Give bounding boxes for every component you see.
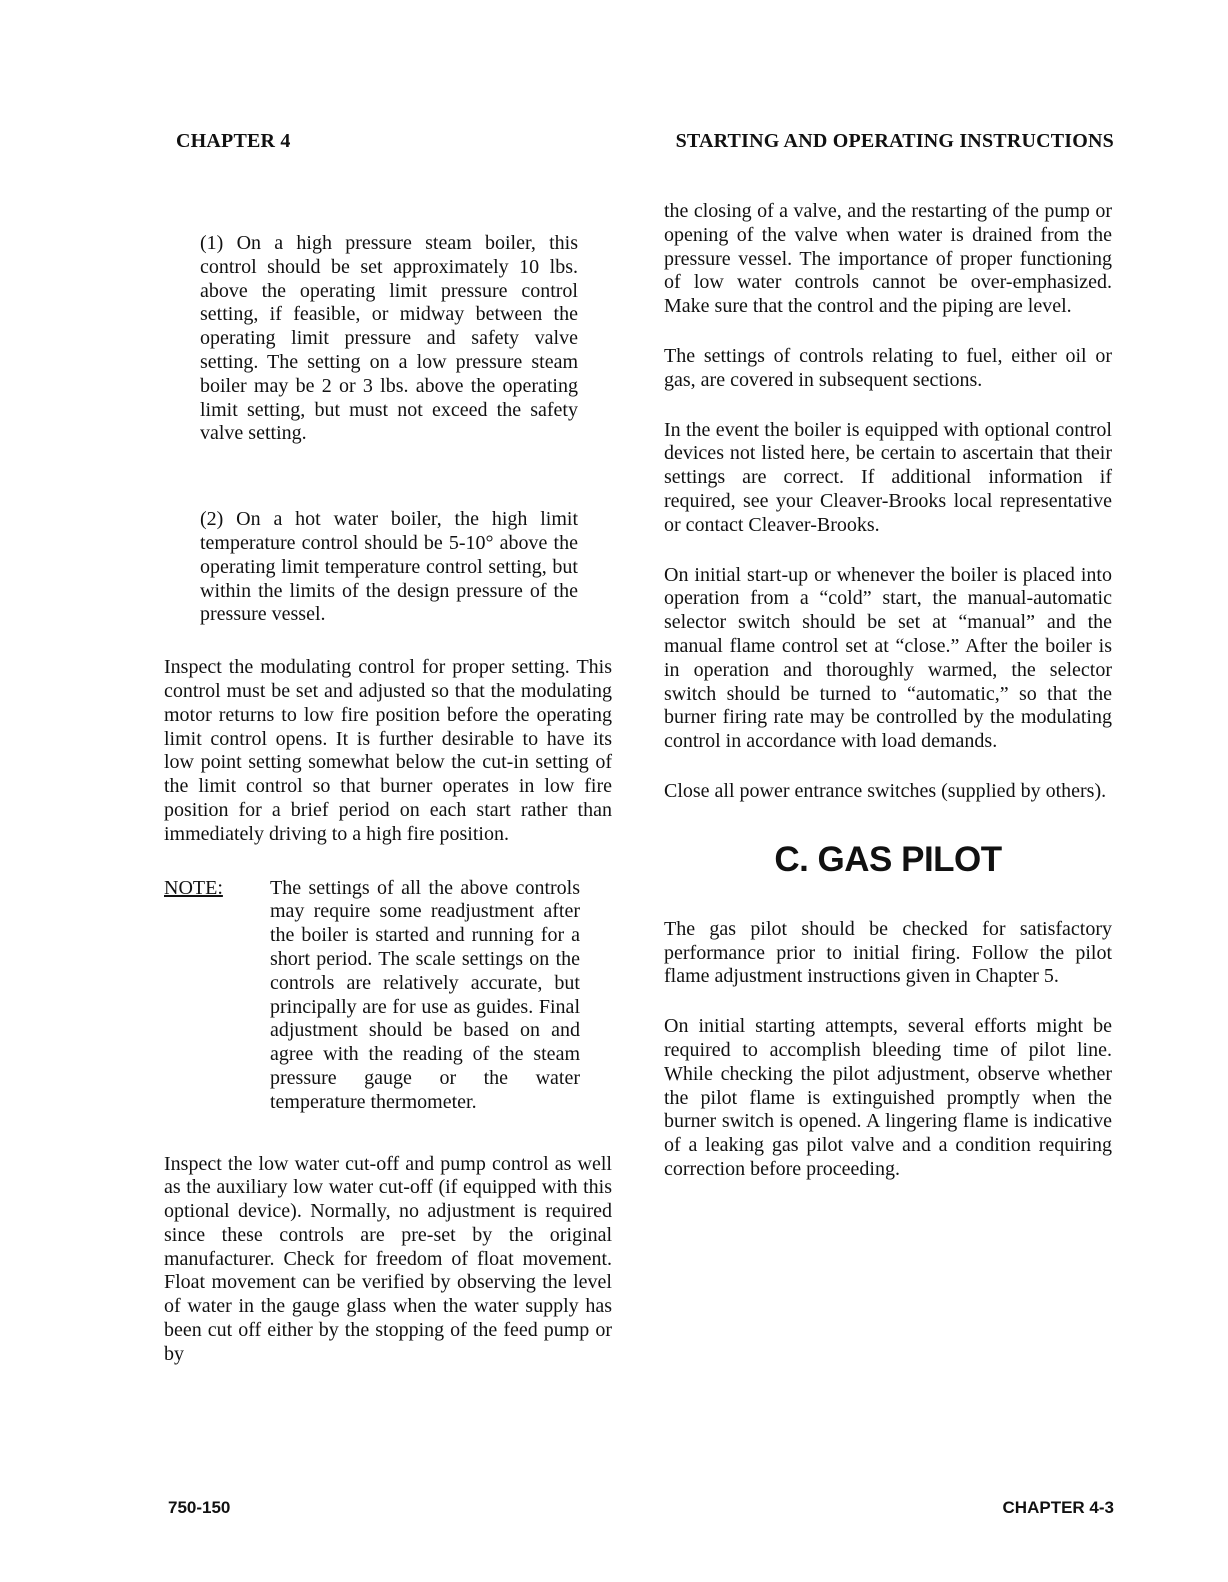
paragraph-valve-closing: the closing of a valve, and the restarting of the pump or opening of the valve when water is drained from the pressure vessel. The importance of proper functioning of low water controls cannot be over-emphasized. Make sure that the control and the piping are level. [664, 200, 1112, 318]
item-hot-water-boiler: (2) On a hot water boiler, the high limit temperature control should be 5-10° above the operating limit temperature control setting, but within the limits of the design pressure of the pressure vessel. [200, 508, 578, 626]
paragraph-low-water-cutoff: Inspect the low water cut-off and pump control as well as the auxiliary low water cut-off (if equipped with this optional device). Normally, no adjustment is required since these controls are pre-set by the original manufacturer. Check for freedom of float movement. Float movement can be verified by observing the level of water in the gauge glass when the water supply has been cut off either by the stopping of the feed pump or by [164, 1152, 612, 1365]
paragraph-gas-pilot-check: The gas pilot should be checked for satisfactory performance prior to initial firing. Follow the pilot flame adjustment instructions given in Chapter 5. [664, 917, 1112, 988]
left-column [164, 232, 612, 1367]
paragraph-power-switches: Close all power entrance switches (supplied by others). [664, 779, 1107, 802]
paragraph-starting-attempts: On initial starting attempts, several efforts might be required to accomplish bleeding time of pilot line. While checking the pilot adjustment, observe whether the pilot flame is extinguished promptly when the burner switch is opened. A lingering flame is indicative of a leaking gas pilot valve and a condition requiring correction before proceeding. [664, 1015, 1112, 1180]
footer-doc-number: 750-150 [168, 1498, 231, 1517]
paragraph-initial-startup: On initial start-up or whenever the boiler is placed into operation from a “cold” start, the manual-automatic selector switch should be set at “manual” and the manual flame control set at “close.” After the boiler is in operation and thoroughly warmed, the selector switch should be turned to “automatic,” so that the burner firing rate may be controlled by the modulating control in accordance with load demands. [664, 563, 1112, 753]
header-chapter: CHAPTER 4 [176, 130, 291, 152]
paragraph-modulating-control: Inspect the modulating control for proper setting. This control must be set and adjusted so that the modulating motor returns to low fire position before the operating limit control opens. It is further desirable to have its low point setting somewhat below the cut-in setting of the limit control so that burner operates in low fire position for a brief period on each start rather than immediately driving to a high fire position. [164, 656, 612, 845]
note-label: NOTE: [164, 876, 223, 899]
paragraph-optional-devices: In the event the boiler is equipped with optional control devices not listed here, be certain to ascertain that their settings are correct. If additional information if required, see your Cleaver-Brooks local representative or contact Cleaver-Brooks. [664, 418, 1112, 536]
note-text: The settings of all the above controls may require some readjustment after the boiler is started and running for a short period. The scale settings on the controls are relatively accurate, but principally are for use as guides. Final adjustment should be based on and agree with the reading of the steam pressure gauge or the water temperature thermometer. [270, 876, 580, 1113]
footer-page-number: CHAPTER 4-3 [1002, 1498, 1114, 1517]
note-block [164, 877, 612, 1115]
section-title-gas-pilot: C. GAS PILOT [774, 839, 1002, 879]
header-title: STARTING AND OPERATING INSTRUCTIONS [675, 130, 1114, 152]
paragraph-fuel-settings: The settings of controls relating to fuel, either oil or gas, are covered in subsequent sections. [664, 344, 1112, 391]
right-column [664, 200, 1112, 1182]
item-high-pressure-steam: (1) On a high pressure steam boiler, this control should be set approximately 10 lbs. above the operating limit pressure control setting, if feasible, or midway between the operating limit pressure and safety valve setting. The setting on a low pressure steam boiler may be 2 or 3 lbs. above the operating limit setting, but must not exceed the safety valve setting. [200, 232, 578, 445]
